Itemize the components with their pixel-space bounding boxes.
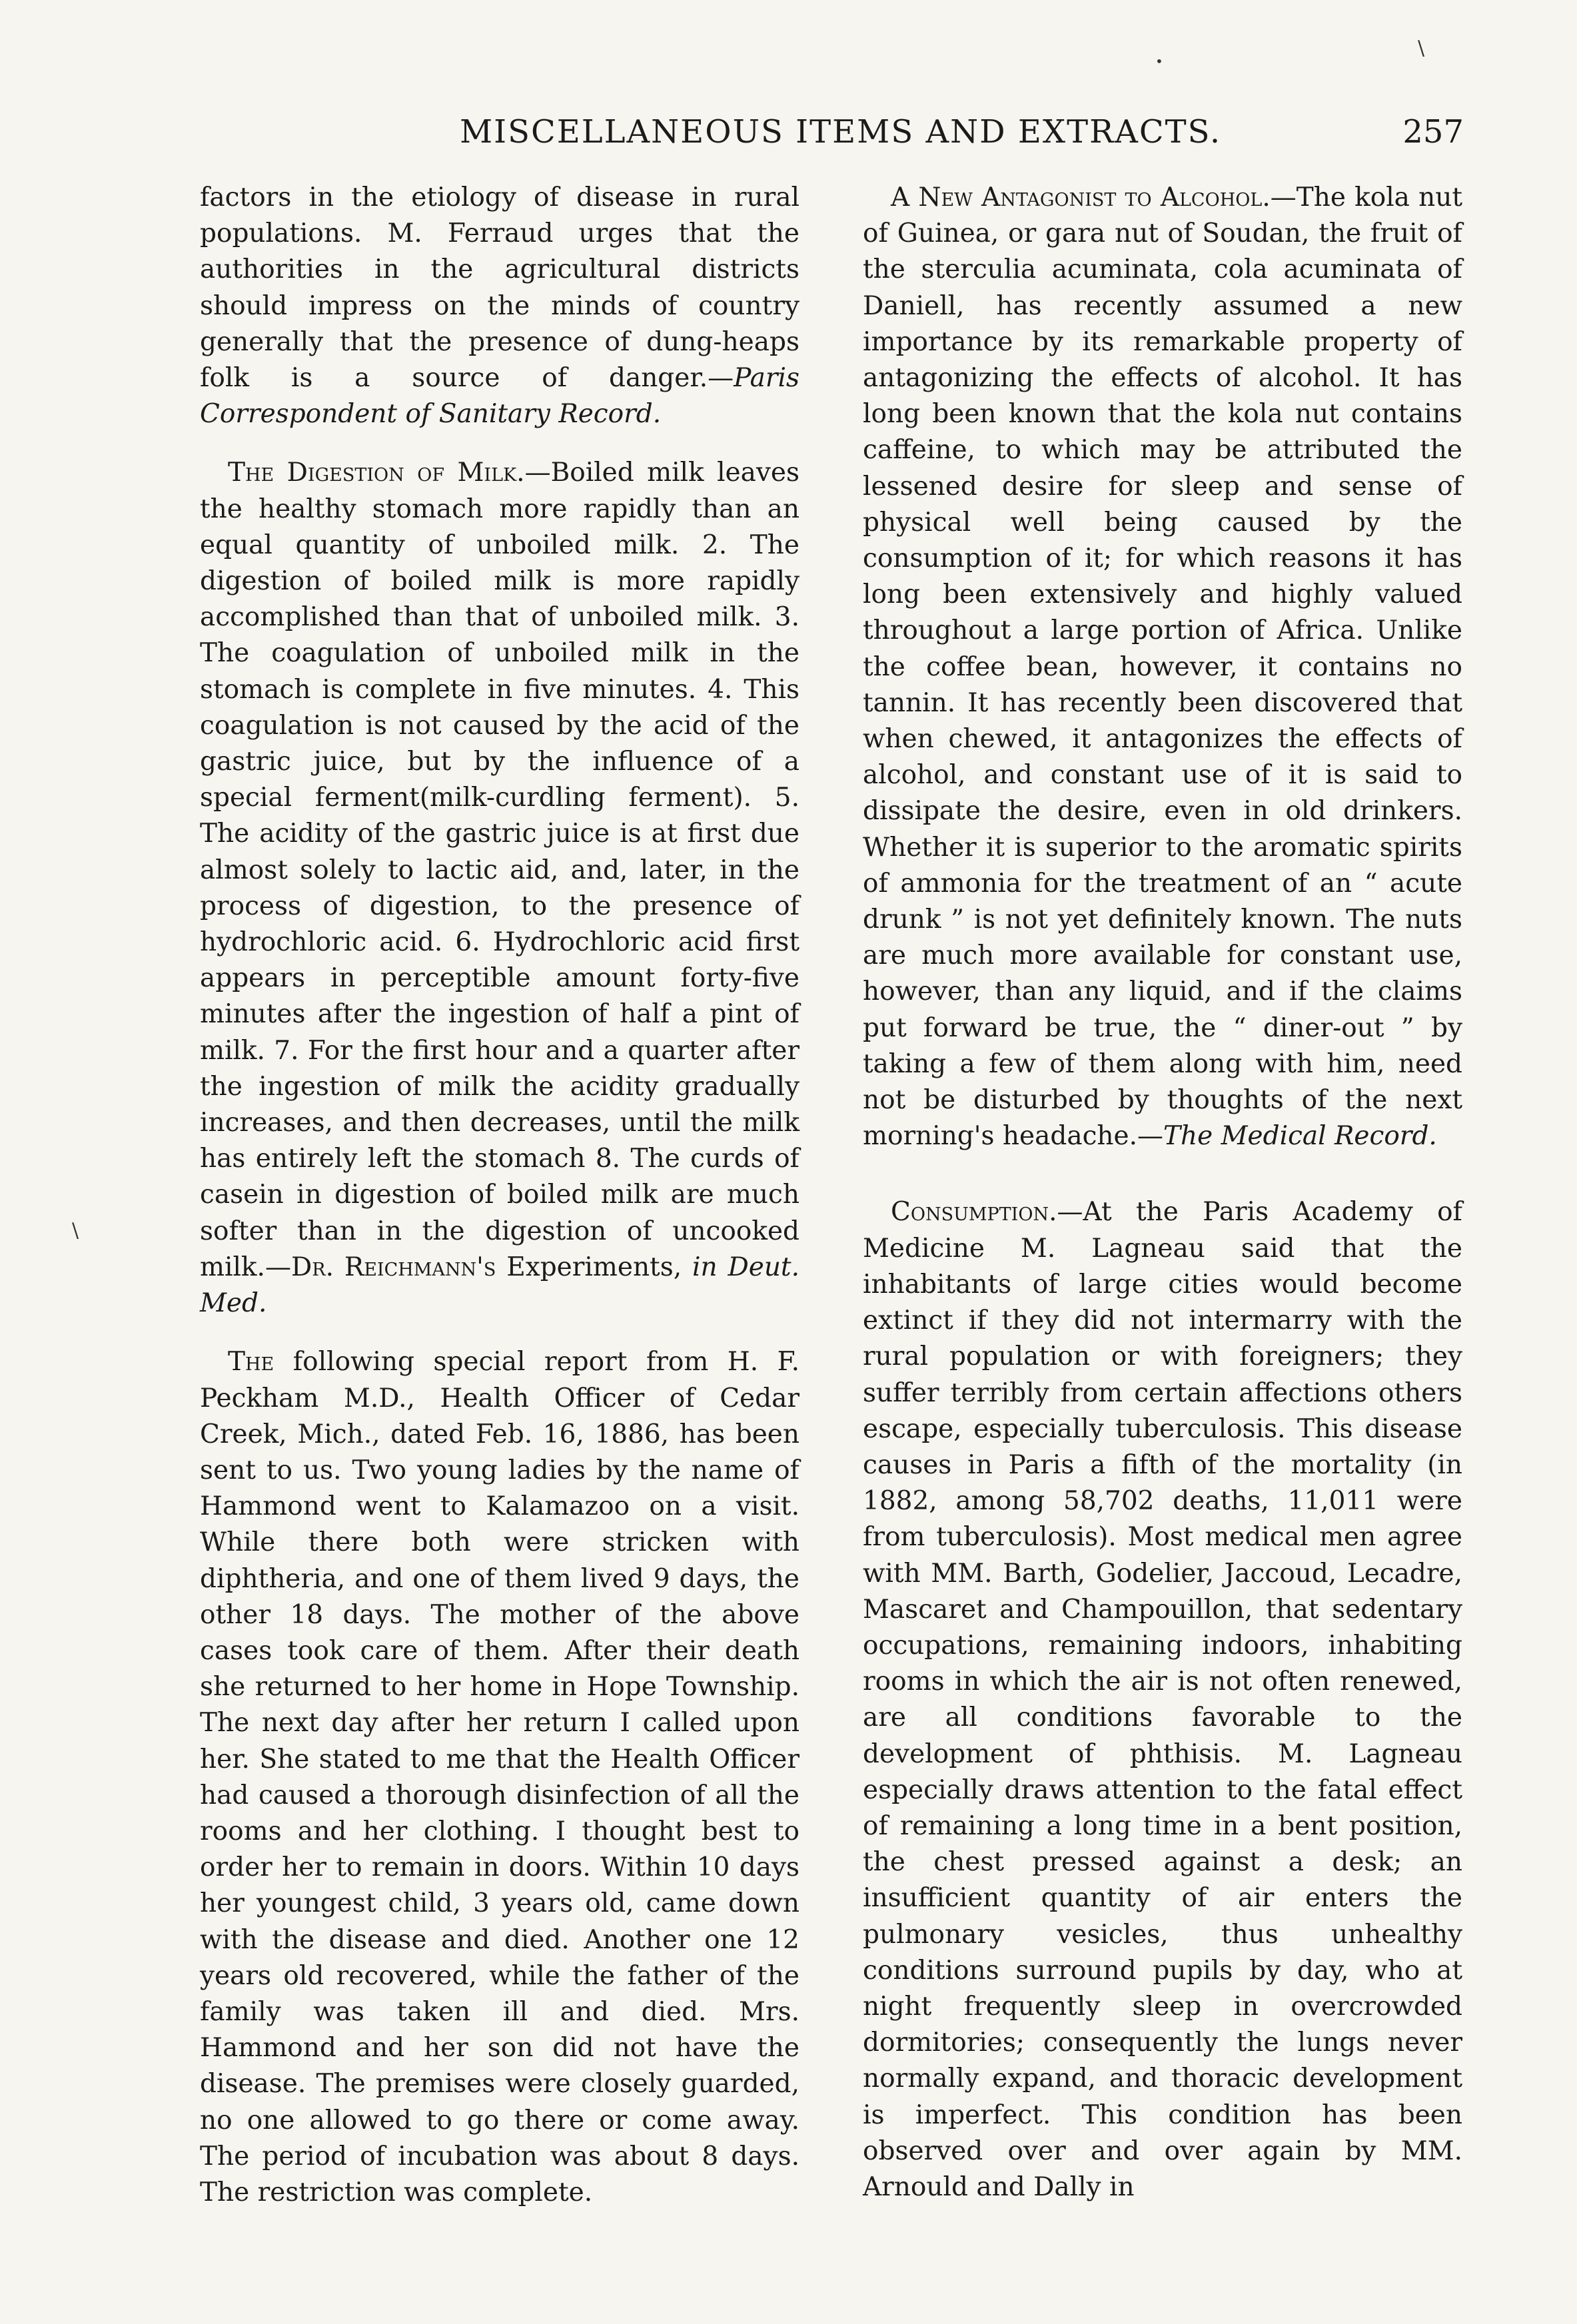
page-number: 257 (1402, 113, 1464, 151)
article-heading: A New Antagonist to Alcohol. (891, 183, 1271, 212)
paragraph-body: —The kola nut of Guinea, or gara nut of Soudan, the fruit of the sterculia acuminata, cola acuminata of Daniell, has recently assumed a new importance by its remarkable property of antagonizing the effects of alcohol. It has long been known that the kola nut contains caffeine, to which may be attributed the lessened desire for sleep and sense of physical well being caused by the consumption of it; for which reasons it has long been extensively and highly valued throughout a large portion of Africa. Unlike the coffee bean, however, it contains no tannin. It has recently been discovered that when chewed, it antagonizes the effects of alcohol, and constant use of it is said to dissipate the desire, even in old drinkers. Whether it is superior to the aromatic spirits of ammonia for the treatment of an “ acute drunk ” is not yet definitely known. The nuts are much more available for constant use, however, than any liquid, and if the claims put forward be true, the “ diner-out ” by taking a few of them along with him, need not be disturbed by thoughts of the next morning's headache.— (863, 183, 1462, 1152)
article-milk-digestion (200, 455, 799, 1322)
article-heading: Consumption. (891, 1197, 1057, 1228)
print-speck: \ (1418, 37, 1425, 60)
source-citation: The Medical Record. (1163, 1121, 1437, 1152)
running-head: MISCELLANEOUS ITEMS AND EXTRACTS. (460, 113, 1222, 151)
paragraph-body: —At the Paris Academy of Medicine M. Lagneau said that the inhabitants of large cities would become extinct if they did not intermarry with the rural population or with foreigners; they suffer terribly from certain affections others escape, especially tuberculosis. This disease causes in Paris a fifth of the mortality (in 1882, among 58,702 deaths, 11,011 were from tuberculosis). Most medical men agree with MM. Barth, Godelier, Jaccoud, Lecadre, Mascaret and Champouillon, that sedentary occupations, remaining indoors, inhabiting rooms in which the air is not often renewed, are all conditions favorable to the development of phthisis. M. Lagneau especially draws attention to the fatal effect of remaining a long time in a bent position, the chest pressed against a desk; an insufficient quantity of air enters the pulmonary vesicles, thus unhealthy conditions surround pupils by day, who at night frequently sleep in overcrowded dormitories; consequently the lungs never normally expand, and thoracic development is imperfect. This condition has been observed over and over again by MM. Arnould and Dally in (863, 1197, 1462, 2202)
article-kola-nut (863, 180, 1462, 1154)
page-header (0, 113, 1577, 167)
source-journal: in Deut. Med. (200, 1252, 800, 1319)
paragraph-body: factors in the etiology of disease in rural populations. M. Ferraud urges that the authorities in the agricultural districts should impress on the minds of country generally that the presence of dung-heaps folk is a source of danger.— (200, 183, 799, 394)
right-column (863, 180, 1462, 2205)
source-citation: Paris Correspondent of Sanitary Record. (200, 363, 799, 430)
article-paragraph (200, 180, 799, 432)
article-heading: The Digestion of Milk. (228, 458, 525, 488)
print-speck: • (1155, 53, 1163, 69)
left-column (200, 180, 799, 2211)
paragraph-body: —Boiled milk leaves the healthy stomach more rapidly than an equal quantity of unboiled milk. 2. The digestion of boiled milk is more rapidly accomplished than that of unboiled milk. 3. The coagulation of unboiled milk in the stomach is complete in five minutes. 4. This coagulation is not caused by the acid of the gastric juice, but by the influence of a special ferment(milk-curdling ferment). 5. The acidity of the gastric juice is at first due almost solely to lactic aid, and, later, in the process of digestion, to the presence of hydrochloric acid. 6. Hydrochloric acid first appears in perceptible amount forty-five minutes after the ingestion of half a pint of milk. 7. For the first hour and a quarter after the ingestion of milk the acidity gradually increases, and then decreases, until the milk has entirely left the stomach 8. The curds of casein in digestion of boiled milk are much softer than in the digestion of uncooked milk.— (200, 458, 799, 1282)
article-diphtheria-report (200, 1344, 799, 2211)
article-consumption (863, 1194, 1462, 2205)
source-author: Dr. Reichmann's (290, 1252, 496, 1282)
paragraph-lead: The (228, 1347, 274, 1377)
paragraph-body: following special report from H. F. Peckham M.D., Health Officer of Cedar Creek, Mich., dated Feb. 16, 1886, has been sent to us. Two young ladies by the name of Hammond went to Kalamazoo on a visit. While there both were stricken with diphtheria, and one of them lived 9 days, the other 18 days. The mother of the above cases took care of them. After their death she returned to her home in Hope Township. The next day after her return I called upon her. She stated to me that the Health Officer had caused a thorough disinfection of all the rooms and her clothing. I thought best to order her to remain in doors. Within 10 days her youngest child, 3 years old, came down with the disease and died. Another one 12 years old recovered, while the father of the family was taken ill and died. Mrs. Hammond and her son did not have the disease. The premises were closely guarded, no one allowed to go there or come away. The period of incubation was about 8 days. The restriction was complete. (200, 1347, 799, 2207)
source-text: Experiments, (496, 1252, 693, 1282)
margin-mark: \ (72, 1219, 79, 1242)
